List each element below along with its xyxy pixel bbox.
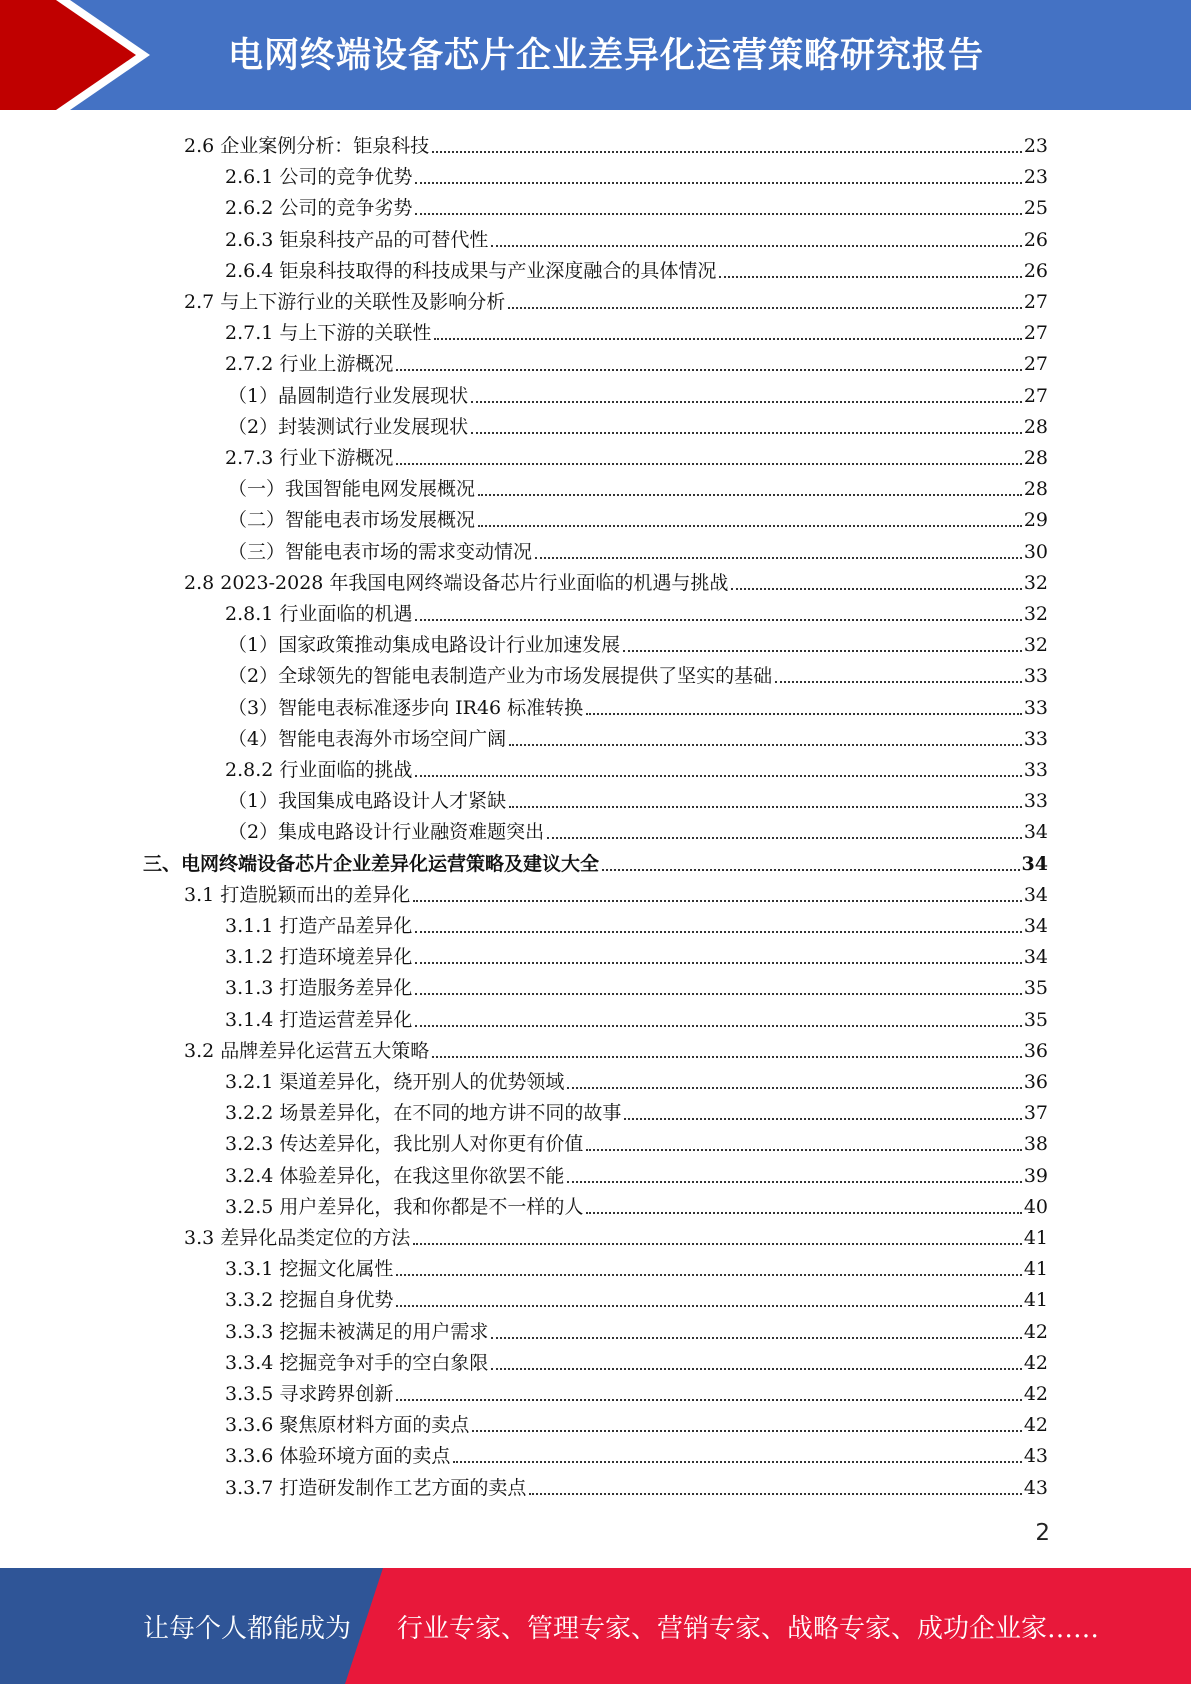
toc-dot-leader [453, 1461, 1021, 1463]
toc-entry[interactable] [225, 190, 1048, 221]
toc-entry-label: （1）国家政策推动集成电路设计行业加速发展 [228, 634, 621, 657]
toc-entry-page: 30 [1023, 540, 1048, 563]
toc-entry-page: 32 [1023, 603, 1048, 625]
toc-entry[interactable] [225, 1345, 1048, 1376]
toc-entry-label: （1）我国集成电路设计人才紧缺 [228, 790, 507, 813]
toc-entry-label: 2.7.3 行业下游概况 [225, 447, 394, 469]
toc-entry-page: 39 [1023, 1164, 1048, 1187]
toc-entry[interactable] [184, 1220, 1048, 1251]
toc-entry[interactable] [228, 690, 1048, 721]
toc-entry-label: 3.2.2 场景差异化，在不同的地方讲不同的故事 [225, 1102, 622, 1125]
toc-dot-leader [415, 775, 1021, 777]
page-number: 2 [1035, 1520, 1050, 1546]
toc-entry-label: 3.3.2 挖掘自身优势 [225, 1289, 394, 1312]
toc-dot-leader [413, 900, 1022, 902]
toc-entry-page: 33 [1023, 665, 1048, 688]
toc-dot-leader [567, 1181, 1021, 1183]
report-title: 电网终端设备芯片企业差异化运营策略研究报告 [228, 36, 985, 76]
toc-dot-leader [472, 1430, 1021, 1432]
toc-dot-leader [478, 525, 1022, 527]
toc-dot-leader [478, 494, 1022, 496]
toc-entry[interactable] [228, 783, 1048, 814]
toc-entry[interactable] [225, 1158, 1048, 1189]
toc-entry[interactable] [225, 1002, 1048, 1033]
toc-entry-label: 3.1.3 打造服务差异化 [225, 977, 413, 1000]
toc-entry-label: 2.6.4 钜泉科技取得的科技成果与产业深度融合的具体情况 [225, 259, 717, 282]
toc-dot-leader [471, 432, 1022, 434]
toc-dot-leader [586, 1212, 1021, 1214]
toc-dot-leader [508, 307, 1022, 309]
toc-entry-page: 28 [1023, 478, 1048, 501]
toc-entry-page: 33 [1023, 759, 1048, 781]
toc-entry-page: 36 [1023, 1071, 1048, 1093]
page-header [0, 0, 1191, 110]
toc-dot-leader [491, 245, 1021, 247]
toc-entry-page: 35 [1023, 1008, 1048, 1031]
toc-entry-page: 29 [1023, 509, 1048, 532]
toc-entry-label: （2）封装测试行业发展现状 [228, 415, 469, 438]
toc-entry-label: 2.8 2023-2028 年我国电网终端设备芯片行业面临的机遇与挑战 [184, 571, 729, 594]
toc-entry-page: 32 [1023, 571, 1048, 594]
toc-dot-leader [623, 650, 1022, 652]
toc-entry-page: 34 [1023, 915, 1048, 937]
toc-entry-label: 3.2.1 渠道差异化，绕开别人的优势领域 [225, 1071, 565, 1093]
toc-entry-label: 三、电网终端设备芯片企业差异化运营策略及建议大全 [143, 852, 600, 875]
toc-dot-leader [491, 1337, 1021, 1339]
toc-entry[interactable] [225, 315, 1048, 346]
toc-entry-page: 27 [1023, 384, 1048, 407]
toc-entry-label: 3.1.1 打造产品差异化 [225, 915, 413, 937]
toc-entry-page: 41 [1023, 1258, 1048, 1281]
toc-entry[interactable] [225, 1095, 1048, 1126]
toc-entry[interactable] [225, 1126, 1048, 1157]
toc-entry[interactable] [228, 471, 1048, 502]
toc-entry-label: （1）晶圆制造行业发展现状 [228, 384, 469, 407]
toc-entry[interactable] [228, 502, 1048, 533]
toc-entry-page: 36 [1023, 1039, 1048, 1062]
toc-entry-label: （三）智能电表市场的需求变动情况 [228, 540, 533, 563]
toc-entry-label: 3.3.6 体验环境方面的卖点 [225, 1445, 451, 1468]
toc-entry[interactable] [228, 721, 1048, 752]
footer-slogan-right: 行业专家、管理专家、营销专家、战略专家、成功企业家…… [397, 1614, 1100, 1644]
toc-entry-page: 28 [1023, 447, 1048, 469]
toc-entry-label: （一）我国智能电网发展概况 [228, 478, 476, 501]
toc-entry-page: 34 [1021, 852, 1048, 875]
toc-entry-label: 3.1 打造脱颖而出的差异化 [184, 883, 411, 906]
toc-entry-label: 3.3 差异化品类定位的方法 [184, 1227, 411, 1249]
toc-entry-label: 2.6 企业案例分析：钜泉科技 [184, 135, 430, 157]
footer-slogan-left: 让每个人都能成为 [143, 1614, 352, 1644]
toc-dot-leader [567, 1087, 1021, 1089]
toc-entry-label: 2.6.1 公司的竞争优势 [225, 166, 413, 189]
toc-entry-label: 2.7 与上下游行业的关联性及影响分析 [184, 291, 506, 313]
toc-dot-leader [434, 338, 1021, 340]
toc-entry-page: 42 [1023, 1320, 1048, 1343]
toc-entry-page: 27 [1023, 291, 1048, 313]
toc-dot-leader [509, 806, 1022, 808]
toc-dot-leader [491, 1368, 1021, 1370]
toc-entry-label: 3.1.4 打造运营差异化 [225, 1008, 413, 1031]
toc-entry-page: 40 [1023, 1195, 1048, 1218]
toc-entry[interactable] [225, 1251, 1048, 1282]
toc-entry[interactable] [184, 284, 1048, 315]
toc-entry-page: 33 [1023, 727, 1048, 750]
toc-entry-label: 2.8.2 行业面临的挑战 [225, 759, 413, 781]
toc-entry[interactable] [225, 346, 1048, 377]
toc-entry-page: 34 [1023, 946, 1048, 969]
toc-entry[interactable] [225, 1376, 1048, 1407]
toc-dot-leader [396, 463, 1021, 465]
toc-entry-page: 42 [1023, 1383, 1048, 1405]
toc-dot-leader [396, 369, 1021, 371]
toc-entry[interactable] [225, 1407, 1048, 1438]
toc-entry-page: 33 [1023, 790, 1048, 813]
toc-entry-page: 32 [1023, 634, 1048, 657]
toc-entry-label: 3.3.5 寻求跨界创新 [225, 1383, 394, 1405]
toc-dot-leader [471, 401, 1022, 403]
toc-entry[interactable] [228, 409, 1048, 440]
toc-entry[interactable] [228, 378, 1048, 409]
toc-dot-leader [415, 213, 1021, 215]
toc-entry[interactable] [184, 128, 1048, 159]
toc-dot-leader [415, 619, 1021, 621]
toc-dot-leader [413, 1243, 1022, 1245]
toc-entry-label: （3）智能电表标准逐步向 IR46 标准转换 [228, 696, 584, 719]
toc-entry-label: 3.2 品牌差异化运营五大策略 [184, 1039, 430, 1062]
toc-dot-leader [396, 1399, 1021, 1401]
toc-entry-label: 2.6.3 钜泉科技产品的可替代性 [225, 228, 489, 251]
toc-entry-label: （4）智能电表海外市场空间广阔 [228, 727, 507, 750]
toc-entry[interactable] [225, 1064, 1048, 1095]
toc-entry[interactable] [225, 159, 1048, 190]
toc-entry[interactable] [225, 440, 1048, 471]
toc-entry[interactable] [143, 846, 1048, 877]
toc-entry-page: 23 [1023, 135, 1048, 157]
toc-entry-page: 28 [1023, 415, 1048, 438]
toc-dot-leader [396, 1305, 1021, 1307]
toc-entry-page: 27 [1023, 322, 1048, 345]
toc-entry-label: 3.3.4 挖掘竞争对手的空白象限 [225, 1351, 489, 1374]
toc-dot-leader [775, 681, 1022, 683]
toc-dot-leader [415, 182, 1021, 184]
toc-entry-page: 23 [1023, 166, 1048, 189]
toc-dot-leader [415, 1025, 1021, 1027]
toc-entry-page: 38 [1023, 1133, 1048, 1156]
toc-entry-page: 34 [1023, 821, 1048, 844]
toc-entry-label: 3.3.7 打造研发制作工艺方面的卖点 [225, 1476, 527, 1499]
toc-entry-label: 3.2.4 体验差异化，在我这里你欲罢不能 [225, 1164, 565, 1187]
toc-entry-page: 37 [1023, 1102, 1048, 1125]
toc-entry-page: 41 [1023, 1289, 1048, 1312]
toc-dot-leader [415, 931, 1021, 933]
toc-entry-label: 2.7.2 行业上游概况 [225, 353, 394, 376]
toc-dot-leader [415, 993, 1021, 995]
toc-dot-leader [432, 1056, 1022, 1058]
toc-entry-page: 42 [1023, 1414, 1048, 1437]
toc-entry-page: 43 [1023, 1445, 1048, 1468]
toc-entry[interactable] [228, 627, 1048, 658]
toc-entry-page: 41 [1023, 1227, 1048, 1249]
toc-entry[interactable] [225, 1470, 1048, 1501]
toc-entry-label: （2）集成电路设计行业融资难题突出 [228, 821, 545, 844]
toc-entry[interactable] [225, 222, 1048, 253]
toc-dot-leader [535, 557, 1022, 559]
toc-dot-leader [719, 276, 1021, 278]
toc-entry-page: 43 [1023, 1476, 1048, 1499]
toc-dot-leader [415, 962, 1021, 964]
toc-entry-page: 27 [1023, 353, 1048, 376]
toc-entry[interactable] [225, 970, 1048, 1001]
toc-entry[interactable] [184, 877, 1048, 908]
toc-dot-leader [432, 151, 1022, 153]
toc-entry[interactable] [225, 1438, 1048, 1469]
toc-entry-page: 25 [1023, 197, 1048, 220]
toc-entry-label: 3.3.3 挖掘未被满足的用户需求 [225, 1320, 489, 1343]
toc-entry-page: 42 [1023, 1351, 1048, 1374]
toc-entry-label: 2.8.1 行业面临的机遇 [225, 603, 413, 625]
toc-dot-leader [529, 1493, 1021, 1495]
toc-entry-page: 33 [1023, 696, 1048, 719]
toc-entry-label: 2.7.1 与上下游的关联性 [225, 322, 432, 345]
toc-entry-label: 3.3.1 挖掘文化属性 [225, 1258, 394, 1281]
toc-entry[interactable] [225, 596, 1048, 627]
toc-entry-page: 26 [1023, 259, 1048, 282]
toc-entry[interactable] [228, 814, 1048, 845]
page-footer [0, 1568, 1191, 1684]
toc-entry[interactable] [184, 565, 1048, 596]
toc-entry[interactable] [225, 752, 1048, 783]
toc-dot-leader [624, 1118, 1021, 1120]
toc-entry-label: 3.3.6 聚焦原材料方面的卖点 [225, 1414, 470, 1437]
toc-entry[interactable] [184, 1033, 1048, 1064]
toc-entry[interactable] [225, 908, 1048, 939]
toc-entry-label: （2）全球领先的智能电表制造产业为市场发展提供了坚实的基础 [228, 665, 773, 688]
toc-entry-label: （二）智能电表市场发展概况 [228, 509, 476, 532]
toc-dot-leader [602, 869, 1020, 871]
toc-entry-label: 3.2.3 传达差异化，我比别人对你更有价值 [225, 1133, 584, 1156]
toc-dot-leader [547, 837, 1022, 839]
toc-entry-page: 34 [1023, 883, 1048, 906]
toc-dot-leader [396, 1274, 1021, 1276]
toc-dot-leader [586, 1149, 1021, 1151]
toc-entry-label: 3.1.2 打造环境差异化 [225, 946, 413, 969]
toc-dot-leader [509, 744, 1022, 746]
toc-entry-page: 35 [1023, 977, 1048, 1000]
toc-dot-leader [586, 713, 1022, 715]
toc-entry[interactable] [225, 939, 1048, 970]
toc-entry-page: 26 [1023, 228, 1048, 251]
toc-entry[interactable] [228, 534, 1048, 565]
toc-entry[interactable] [228, 658, 1048, 689]
toc-entry[interactable] [225, 1282, 1048, 1313]
toc-entry-label: 3.2.5 用户差异化，我和你都是不一样的人 [225, 1195, 584, 1218]
toc-entry[interactable] [225, 1314, 1048, 1345]
toc-dot-leader [731, 588, 1021, 590]
toc-entry[interactable] [225, 1189, 1048, 1220]
toc-entry-label: 2.6.2 公司的竞争劣势 [225, 197, 413, 220]
toc-entry[interactable] [225, 253, 1048, 284]
